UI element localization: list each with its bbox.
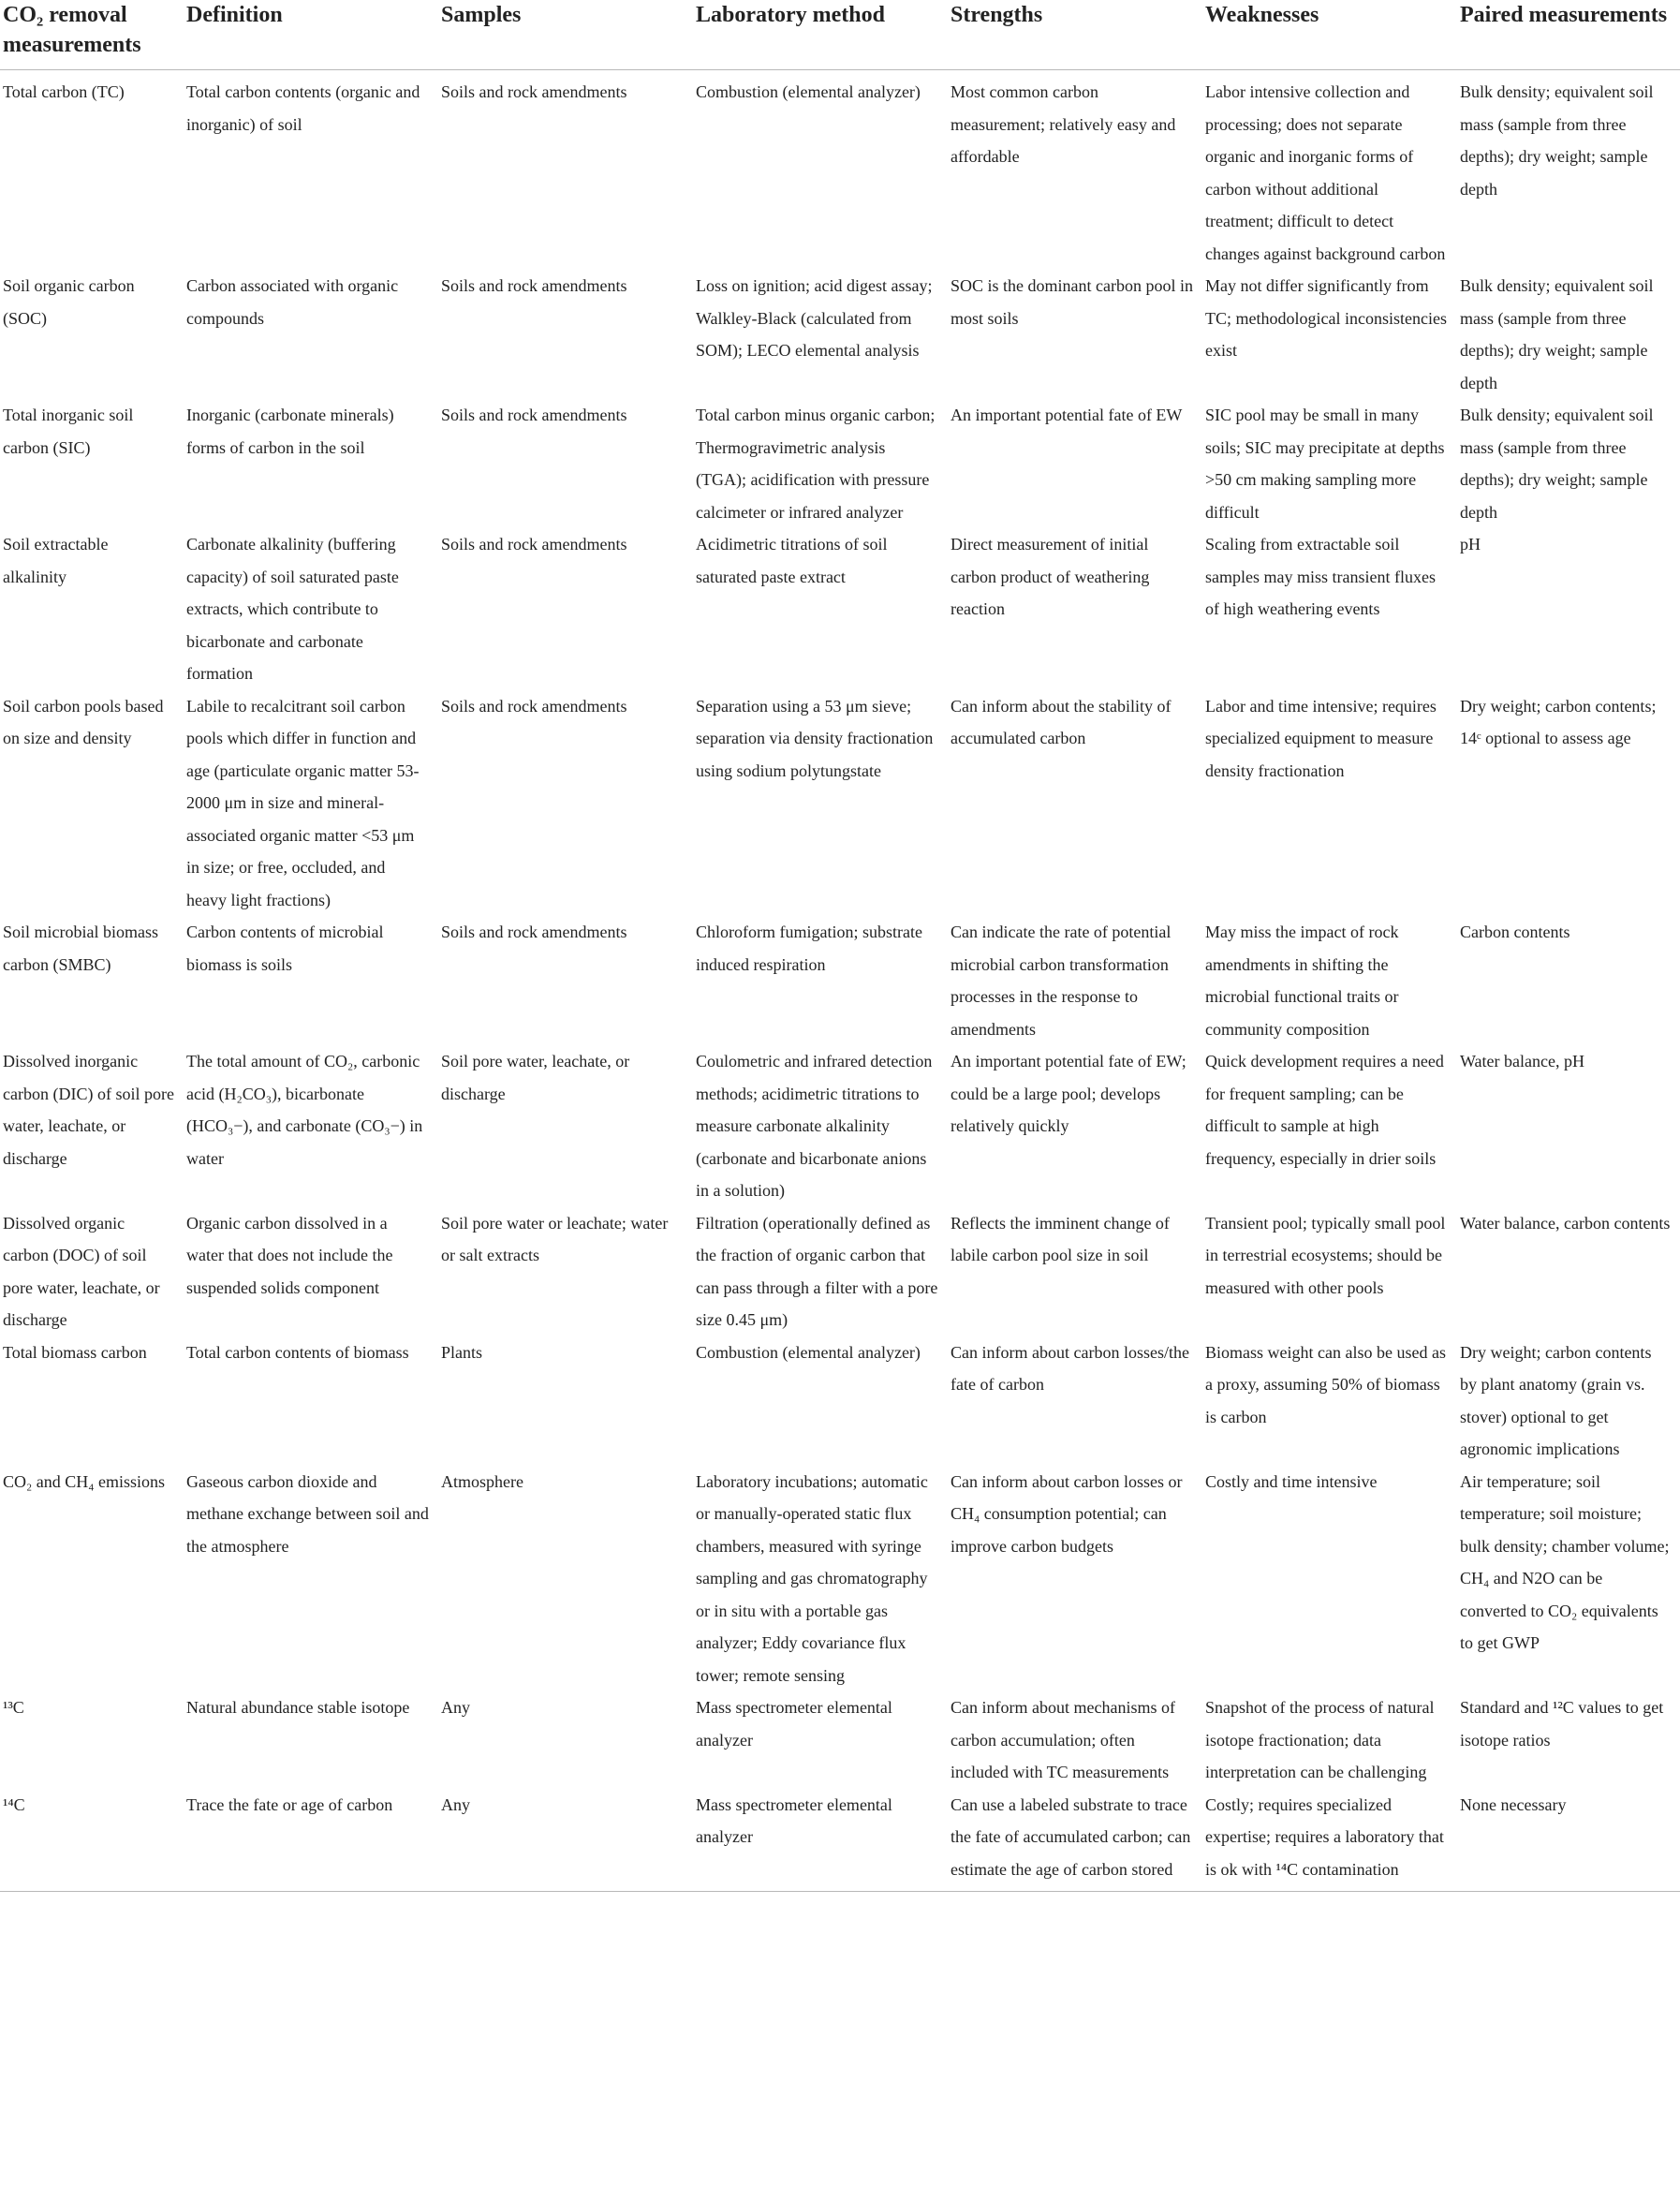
cell-paired: Bulk density; equivalent soil mass (sample from three depths); dry weight; sample depth [1460,276,1654,392]
cell-weaknesses: Transient pool; typically small pool in terrestrial ecosystems; should be measured with other pools [1205,1213,1446,1297]
cell-strengths: Can indicate the rate of potential microbial carbon transformation processes in the response to amendments [951,923,1172,1039]
cell-definition: Gaseous carbon dioxide and methane exchange between soil and the atmosphere [186,1471,429,1556]
header-measurements: CO₂ removal measurements [0,0,184,70]
cell-measurement: Soil carbon pools based on size and density [3,696,164,747]
table-row [0,1691,1680,1789]
cell-paired: pH [1460,535,1481,554]
cell-definition: Labile to recalcitrant soil carbon pools which differ in function and age (particulate organic matter 53-2000 μm in size and mineral-associated organic matter <53 μm in size; or free, occluded, and heavy light fractions) [186,696,420,909]
header-paired-measurements: Paired measurements [1457,0,1680,70]
cell-measurement: Total carbon (TC) [3,82,125,101]
cell-measurement: ¹³C [3,1698,24,1717]
cell-method: Filtration (operationally defined as the fraction of organic carbon that can pass through a filter with a pore size 0.45 μm) [696,1213,938,1329]
header-weaknesses: Weaknesses [1202,0,1457,70]
table-row [0,270,1680,399]
cell-definition: Total carbon contents of biomass [186,1342,409,1362]
cell-method: Coulometric and infrared detection methods; acidimetric titrations to measure carbonate alkalinity (carbonate and bicarbonate anions in a solution) [696,1052,933,1200]
cell-weaknesses: Costly and time intensive [1205,1471,1378,1491]
header-row [0,0,1680,70]
cell-definition: Carbon contents of microbial biomass is soils [186,923,384,974]
cell-measurement: Soil extractable alkalinity [3,535,109,586]
cell-strengths: SOC is the dominant carbon pool in most soils [951,276,1193,328]
header-strengths: Strengths [948,0,1202,70]
cell-measurement: Dissolved inorganic carbon (DIC) of soil pore water, leachate, or discharge [3,1052,174,1168]
cell-paired: Water balance, carbon contents [1460,1213,1671,1233]
cell-paired: Bulk density; equivalent soil mass (sample from three depths); dry weight; sample depth [1460,82,1654,199]
table-row [0,70,1680,271]
cell-measurement: Soil microbial biomass carbon (SMBC) [3,923,158,974]
cell-strengths: Most common carbon measurement; relatively easy and affordable [951,82,1176,166]
cell-samples: Any [441,1698,470,1717]
table-row [0,916,1680,1045]
cell-method: Acidimetric titrations of soil saturated paste extract [696,535,888,586]
cell-samples: Soil pore water, leachate, or discharge [441,1052,630,1103]
cell-method: Combustion (elemental analyzer) [696,1342,921,1362]
cell-method: Mass spectrometer elemental analyzer [693,1789,948,1892]
cell-samples: Soils and rock amendments [441,406,627,424]
cell-paired: None necessary [1457,1789,1680,1892]
cell-measurement: Total inorganic soil carbon (SIC) [3,406,134,457]
cell-weaknesses: Costly; requires specialized expertise; requires a laboratory that is ok with ¹⁴C contamination [1202,1789,1457,1892]
header-samples: Samples [438,0,693,70]
cell-samples: Any [438,1789,693,1892]
table-row [0,1336,1680,1466]
cell-measurement: Soil organic carbon (SOC) [3,276,135,328]
cell-strengths: Direct measurement of initial carbon product of weathering reaction [951,535,1150,618]
cell-samples: Soils and rock amendments [441,535,627,554]
cell-definition: Carbon associated with organic compounds [186,276,399,328]
cell-weaknesses: Labor and time intensive; requires specialized equipment to measure density fractionation [1205,696,1437,780]
cell-method: Total carbon minus organic carbon; Thermogravimetric analysis (TGA); acidification with pressure calcimeter or infrared analyzer [696,406,936,522]
cell-samples: Soils and rock amendments [441,82,627,101]
cell-strengths: Can inform about the stability of accumulated carbon [951,696,1172,747]
cell-samples: Soils and rock amendments [441,276,627,295]
table-row [0,1789,1680,1892]
table-row [0,690,1680,917]
cell-paired: Dry weight; carbon contents; 14ᶜ optional to assess age [1460,696,1657,747]
cell-method: Laboratory incubations; automatic or manually-operated static flux chambers, measured with syringe sampling and gas chromatography or in situ with a portable gas analyzer; Eddy covariance flux tower; remote sensing [696,1471,928,1685]
cell-weaknesses: Biomass weight can also be used as a proxy, assuming 50% of biomass is carbon [1205,1342,1446,1426]
cell-strengths: Can inform about mechanisms of carbon accumulation; often included with TC measurements [951,1698,1175,1781]
cell-paired: Carbon contents [1460,923,1570,941]
cell-measurement: Dissolved organic carbon (DOC) of soil pore water, leachate, or discharge [3,1213,160,1329]
table-row [0,1045,1680,1207]
cell-strengths: Can inform about carbon losses/the fate of carbon [951,1342,1189,1394]
cell-measurement: ¹⁴C [0,1789,184,1892]
table-row [0,528,1680,690]
cell-paired: Bulk density; equivalent soil mass (sample from three depths); dry weight; sample depth [1460,406,1654,522]
table-row [0,1207,1680,1336]
cell-definition: Natural abundance stable isotope [186,1698,410,1717]
cell-samples: Soils and rock amendments [441,696,627,716]
header-laboratory-method: Laboratory method [693,0,948,70]
cell-definition: Trace the fate or age of carbon [184,1789,438,1892]
cell-strengths: An important potential fate of EW [951,406,1183,424]
cell-measurement: CO₂ and CH₄ emissions [3,1471,166,1491]
cell-samples: Soils and rock amendments [441,923,627,941]
cell-definition: Total carbon contents (organic and inorganic) of soil [186,82,420,134]
cell-strengths: Can use a labeled substrate to trace the fate of accumulated carbon; can estimate the age of carbon stored [948,1789,1202,1892]
cell-weaknesses: Quick development requires a need for frequent sampling; can be difficult to sample at high frequency, especially in drier soils [1205,1052,1444,1168]
cell-samples: Soil pore water or leachate; water or salt extracts [441,1213,669,1264]
cell-definition: The total amount of CO₂, carbonic acid (H₂CO₃), bicarbonate (HCO₃−), and carbonate (CO₃−) in water [186,1052,423,1168]
cell-samples: Atmosphere [441,1471,523,1491]
cell-weaknesses: May miss the impact of rock amendments in shifting the microbial functional traits or community composition [1205,923,1399,1039]
cell-method: Loss on ignition; acid digest assay; Walkley-Black (calculated from SOM); LECO elemental analysis [696,276,933,360]
cell-method: Chloroform fumigation; substrate induced respiration [696,923,922,974]
cell-weaknesses: SIC pool may be small in many soils; SIC may precipitate at depths >50 cm making sampling more difficult [1205,406,1445,522]
cell-definition: Inorganic (carbonate minerals) forms of carbon in the soil [186,406,394,457]
cell-strengths: Can inform about carbon losses or CH₄ consumption potential; can improve carbon budgets [951,1471,1183,1556]
table-header [0,0,1680,70]
header-definition: Definition [184,0,438,70]
cell-method: Separation using a 53 μm sieve; separation via density fractionation using sodium polytungstate [696,696,934,780]
cell-paired: Dry weight; carbon contents by plant anatomy (grain vs. stover) optional to get agronomic implications [1460,1342,1652,1458]
cell-samples: Plants [441,1342,483,1362]
cell-method: Combustion (elemental analyzer) [696,82,921,101]
cell-weaknesses: Snapshot of the process of natural isotope fractionation; data interpretation can be challenging [1205,1698,1435,1781]
cell-paired: Standard and ¹²C values to get isotope ratios [1460,1698,1664,1750]
cell-weaknesses: Labor intensive collection and processing; does not separate organic and inorganic forms of carbon without additional treatment; difficult to detect changes against background carbon [1205,82,1446,263]
cell-weaknesses: May not differ significantly from TC; methodological inconsistencies exist [1205,276,1447,360]
cell-paired: Water balance, pH [1460,1052,1584,1070]
cell-strengths: Reflects the imminent change of labile carbon pool size in soil [951,1213,1170,1264]
cell-weaknesses: Scaling from extractable soil samples may miss transient fluxes of high weathering events [1205,535,1436,618]
cell-paired: Air temperature; soil temperature; soil moisture; bulk density; chamber volume; CH₄ and N2O can be converted to CO₂ equivalents to get GWP [1460,1471,1670,1652]
cell-measurement: Total biomass carbon [3,1342,147,1362]
table-body [0,70,1680,1892]
cell-method: Mass spectrometer elemental analyzer [696,1698,892,1750]
cell-strengths: An important potential fate of EW; could be a large pool; develops relatively quickly [951,1052,1186,1135]
table-row [0,1466,1680,1692]
cell-definition: Carbonate alkalinity (buffering capacity) of soil saturated paste extracts, which contribute to bicarbonate and carbonate formation [186,535,399,683]
cell-definition: Organic carbon dissolved in a water that does not include the suspended solids component [186,1213,393,1297]
table-row [0,399,1680,528]
